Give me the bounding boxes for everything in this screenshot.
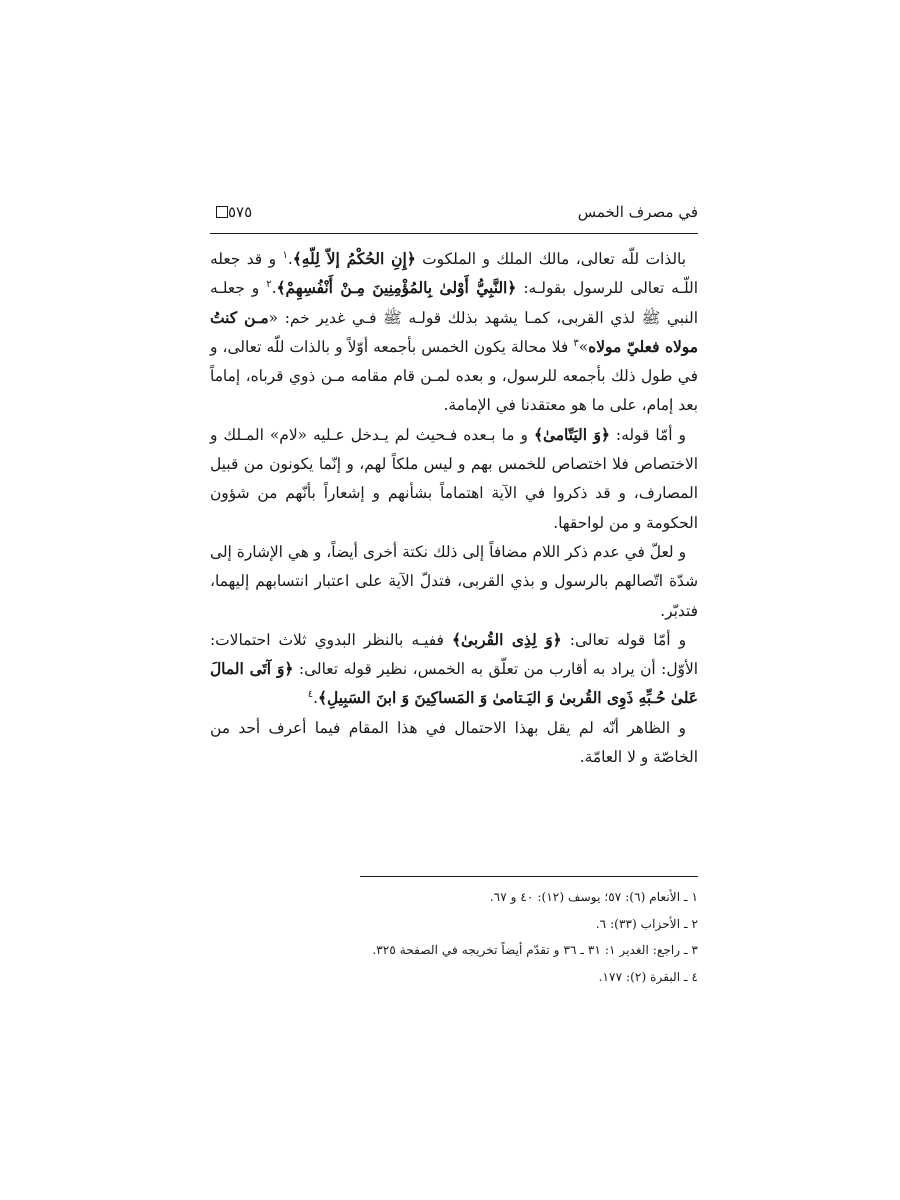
header-rule bbox=[210, 233, 698, 234]
footnote-ref: ٤ bbox=[307, 689, 314, 701]
footnote-ref: ١ bbox=[282, 249, 288, 261]
text-run: . bbox=[287, 250, 293, 268]
quran-quote: ﴿وَ اليَتّامىٰ﴾ bbox=[533, 425, 610, 444]
footnote-ref: ٣ bbox=[573, 337, 579, 349]
text-run: و أمّا قوله: bbox=[609, 425, 686, 444]
text-run: و ما بـعده فـحيث لم يـدخل عـليه «لام» المـلك و الاختصاص فلا اختصاص للخمس بهم و ليس ملكاً لهم، و إنّما يكونون من قبيل المصارف، و قد ذكروا في الآية اهتماماً بشأنهم و إشعاراً بأنّهم من شؤون الحكومة و من لواحقها. bbox=[210, 425, 698, 532]
text-run: و لعلّ في عدم ذكر اللام مضافاً إلى ذلك نكتة أخرى أيضاً، و هي الإشارة إلى شدّة اتّصالهم بالرسول و بذي القربى، فتدلّ الآية على اعتبار انتسابهم إليهما، فتدبّر. bbox=[210, 542, 698, 620]
text-run: و جعلـه النبي ﷺ لذي القربى، كمـا يشهد بذلك قولـه ﷺ فـي غدير خم: « bbox=[210, 279, 698, 327]
paragraph-4 bbox=[210, 626, 698, 714]
footnote-3: ٣ ـ راجع: الغدير ١: ٣١ ـ ٣٦ و تقدّم أيضاً تخريجه في الصفحة ٣٢٥. bbox=[372, 943, 698, 958]
text-run: . bbox=[313, 689, 318, 708]
quran-quote: ﴿النَّبِيُّ أَوْلىٰ بِالمُؤْمِنِينَ مِـنْ أَنْفُسِهِمْ﴾ bbox=[276, 279, 517, 298]
page-number: ٥٧٥ bbox=[228, 203, 253, 221]
text-run: ففيـه بالنظر البدوي ثلاث احتمالات: الأوّل: أن يراد به أقارب من تعلّق به الخمس، نظير قوله تعالى: bbox=[210, 630, 698, 679]
footnote-4: ٤ ـ البقرة (٢): ١٧٧. bbox=[598, 970, 698, 985]
quran-quote: ﴿وَ آتَى المالَ عَلىٰ حُـبِّهِ ذَوِى القُربىٰ وَ اليَـتامىٰ وَ المَساكِينَ وَ ابنَ السَبِيلِ﴾ bbox=[210, 660, 698, 708]
hadith-quote: مـن كنتُ مولاه فعليّ مولاه bbox=[210, 308, 698, 356]
text-run: و أمّا قوله تعالى: bbox=[561, 630, 687, 649]
text-run: فلا محالة يكون الخمس بأجمعه أوّلاً و بالذات للّه تعالى، و في طول ذلك بأجمعه للرسول، و بعده لمـن قام مقامه مـن ذوي قرباه، إماماً بعد إمام، على ما هو معتقدنا في الإمامة. bbox=[210, 337, 698, 415]
text-run: و الظاهر أنّه لم يقل بهذا الاحتمال في هذا المقام فيما أعرف أحد من الخاصّة و لا العامّة. bbox=[210, 718, 698, 767]
page-number-block bbox=[210, 202, 252, 222]
footnote-2: ٢ ـ الأحزاب (٣٣): ٦. bbox=[595, 916, 698, 931]
text-run: » bbox=[578, 337, 589, 356]
square-box-icon bbox=[216, 206, 228, 218]
quran-quote: ﴿إِنِ الحُكْمُ إلاّ لِلّهِ﴾ bbox=[292, 250, 416, 268]
text-run: . bbox=[271, 279, 277, 298]
paragraph-2 bbox=[210, 421, 698, 538]
paragraph-3 bbox=[210, 538, 698, 626]
quran-quote: ﴿وَ لِذِى القُربىٰ﴾ bbox=[451, 630, 562, 649]
paragraph-1 bbox=[210, 245, 698, 421]
paragraph-5 bbox=[210, 714, 698, 773]
running-header bbox=[210, 200, 698, 226]
footnote-ref: ٢ bbox=[266, 279, 272, 291]
footnote-rule bbox=[360, 876, 698, 877]
running-title: في مصرف الخمس bbox=[577, 203, 698, 221]
text-run: بالذات للّه تعالى، مالك الملك و الملكوت bbox=[415, 250, 686, 268]
main-text bbox=[210, 245, 698, 772]
text-run: و قد جعله اللّـه تعالى للرسول بقولـه: bbox=[210, 250, 698, 298]
footnotes bbox=[210, 884, 698, 991]
footnote-1: ١ ـ الأنعام (٦): ٥٧؛ يوسف (١٢): ٤٠ و ٦٧. bbox=[489, 890, 698, 904]
